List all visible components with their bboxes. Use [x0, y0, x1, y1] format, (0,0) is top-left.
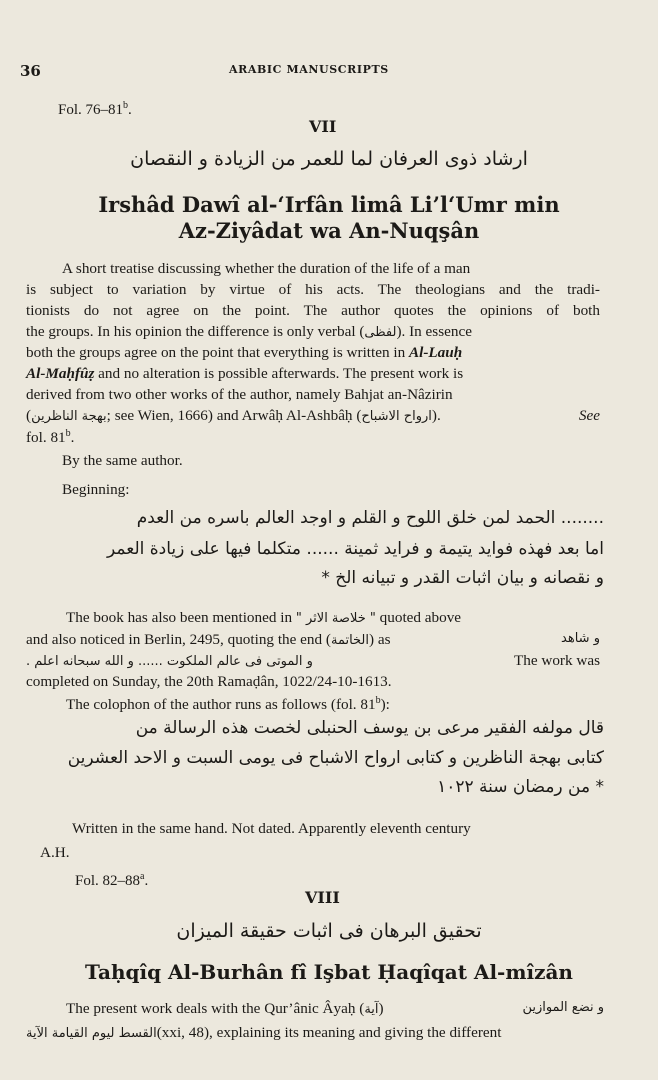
arabic-beginning-line: ........ الحمد لمن خلق اللوح و القلم و اوجد العالم باسره من العدم	[136, 508, 604, 528]
paragraph-line: A short treatise discussing whether the duration of the life of a man	[62, 260, 471, 277]
arabic-beginning-line: و نقصانه و بيان اثبات القدر و تبيانه الخ *	[321, 568, 604, 588]
by-same-author: By the same author.	[62, 452, 183, 469]
title: Taḥqîq Al-Burhân fî Işbat Ḥaqîqat Al-mîzân	[85, 960, 573, 984]
page-number: 36	[20, 62, 41, 80]
paragraph-line: is subject to variation by virtue of his acts. The theologians and the tradi-	[26, 281, 600, 298]
arabic-beginning-line: اما بعد فهذه فوايد يتيمة و فرايد ثمينة ...... متكلما فيها على زيادة العمر	[107, 539, 604, 559]
paragraph-line: A.H.	[40, 844, 70, 861]
paragraph-line: and also noticed in Berlin, 2495, quoting the end (الخاتمة) as و شاهد	[26, 631, 600, 648]
section-number: VIII	[305, 888, 340, 907]
paragraph-line: the groups. In his opinion the difference is only verbal (لفظی). In essence	[26, 323, 472, 340]
paragraph-line: Al-Maḥfûẓ and no alteration is possible afterwards. The present work is	[26, 365, 464, 382]
title-line-1: Irshâd Dawî al-‘Irfân limâ Li’l‘Umr min	[98, 192, 560, 217]
running-head: ARABIC MANUSCRIPTS	[229, 63, 389, 76]
paragraph-line: derived from two other works of the author, namely Bahjat an-Nâzirin	[26, 386, 453, 403]
paragraph-line: completed on Sunday, the 20th Ramaḍân, 1022/24-10-1613.	[26, 673, 392, 690]
arabic-title: تحقیق البرهان فی اثبات حقیقة المیزان	[176, 920, 482, 942]
arabic-colophon-line: قال مولفه الفقير مرعی بن یوسف الحنبلی لخصت هذه الرسالة من	[135, 718, 604, 738]
title-line-2: Az-Ziyâdat wa An-Nuqşân	[178, 218, 480, 243]
colophon-intro: The colophon of the author runs as follows (fol. 81$^b$):	[66, 695, 390, 714]
paragraph-line: Written in the same hand. Not dated. Apparently eleventh century	[72, 820, 471, 837]
arabic-colophon-line: كتابی بهجة الناظرین و كتابی ارواح الاشباح فی یومی السبت و الاحد العشرین	[67, 748, 604, 768]
beginning-label: Beginning:	[62, 481, 130, 498]
paragraph-line: The present work deals with the Qur’ânic Âyaḥ (آیة) و نضع الموازین	[66, 1000, 604, 1017]
paragraph-line: tionists do not agree on the point. The author quotes the opinions of both	[26, 302, 600, 319]
folio-reference: Fol. 82–88$^a$.	[75, 871, 149, 889]
arabic-title: ارشاد ذوی العرفان لما للعمر من الزیادة و النقصان	[130, 148, 528, 170]
arabic-colophon-line: * من رمضان سنة ١٠٢٢	[437, 777, 604, 797]
paragraph-line: both the groups agree on the point that everything is written in Al-Lauḥ	[26, 344, 463, 361]
paragraph-line: The book has also been mentioned in " خلاصة الاثر " quoted above	[66, 609, 462, 626]
folio-reference: Fol. 76–81$^b$.	[58, 100, 132, 118]
section-number: VII	[309, 117, 337, 136]
paragraph-line: fol. 81$^b$.	[26, 428, 75, 447]
paragraph-line: القسط لیوم القیامة الآیة(xxi, 48), explaining its meaning and giving the different	[26, 1024, 502, 1041]
paragraph-line: (بهجة الناظرین; see Wien, 1666) and Arwâḥ Al-Ashbâḥ (ارواح الاشباح). See	[26, 407, 600, 424]
paragraph-line: و الموتى فى عالم الملكوت ...... و الله سبحانه اعلم . The work was	[26, 652, 600, 669]
